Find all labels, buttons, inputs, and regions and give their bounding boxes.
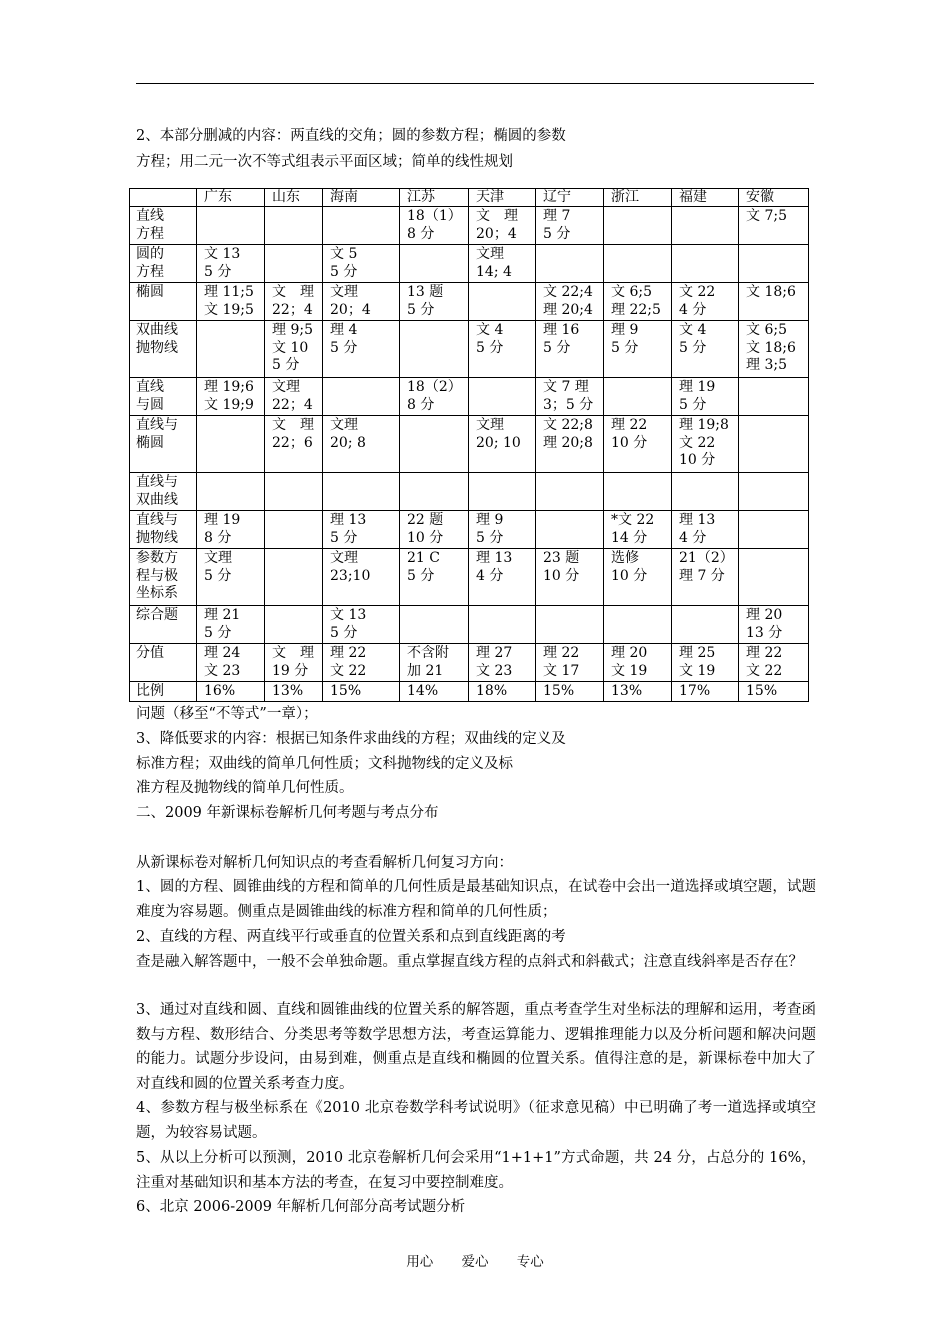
column-header: 江苏 (400, 189, 469, 207)
table-cell: 理 9;5 文 10 5 分 (265, 321, 323, 378)
table-row (130, 378, 809, 416)
table-cell: 15% (536, 682, 604, 702)
table-cell: 理 19;6 文 19;9 (197, 378, 265, 416)
note-line-4: 准方程及抛物线的简单几何性质。 (136, 780, 354, 796)
table-row (130, 416, 809, 473)
table-cell (739, 378, 809, 416)
table-cell: 文理 20; 8 (323, 416, 400, 473)
table-cell: 理 11;5 文 19;5 (197, 283, 265, 321)
table-cell: 文理 22；4 (265, 378, 323, 416)
table-cell (197, 416, 265, 473)
table-cell: 文理 14; 4 (469, 245, 536, 283)
table-cell: 理 16 5 分 (536, 321, 604, 378)
row-header: 参数方 程与极 坐标系 (130, 549, 197, 606)
analysis-point-3: 3、通过对直线和圆、直线和圆锥曲线的位置关系的解答题，重点考查学生对坐标法的理解和运用，考查函数与方程、数形结合、分类思考等数学思想方法，考查运算能力、逻辑推理能力以及分析问题和解决问题的能力。试题分步设问，由易到难，侧重点是直线和椭圆的位置关系。值得注意的是，新课标卷中加大了对直线和圆的位置关系考查力度。 (136, 1002, 816, 1092)
table-cell: 文 22;4 理 20;4 (536, 283, 604, 321)
table-cell (265, 245, 323, 283)
row-header: 综合题 (130, 606, 197, 644)
table-cell: 理 19 8 分 (197, 511, 265, 549)
table-cell (672, 473, 739, 511)
table-cell: 文理 20；4 (323, 283, 400, 321)
row-header: 直线与 椭圆 (130, 416, 197, 473)
column-header: 安徽 (739, 189, 809, 207)
table-cell (469, 283, 536, 321)
table-cell: 13% (265, 682, 323, 702)
column-header: 浙江 (604, 189, 672, 207)
table-cell: 15% (739, 682, 809, 702)
table-header-row (130, 189, 809, 207)
table-cell (400, 606, 469, 644)
table-cell: 文理 20; 10 (469, 416, 536, 473)
table-cell (604, 378, 672, 416)
table-cell: 选修 10 分 (604, 549, 672, 606)
table-cell: 文 7;5 (739, 207, 809, 245)
row-header: 直线 方程 (130, 207, 197, 245)
table-cell (265, 549, 323, 606)
table-cell: 14% (400, 682, 469, 702)
table-cell (672, 245, 739, 283)
table-cell: 理 20 文 19 (604, 644, 672, 682)
table-row (130, 283, 809, 321)
table-cell: 文理 5 分 (197, 549, 265, 606)
row-header: 圆的 方程 (130, 245, 197, 283)
table-cell (400, 245, 469, 283)
table-cell: 13% (604, 682, 672, 702)
table-cell: 23 题 10 分 (536, 549, 604, 606)
table-cell (604, 245, 672, 283)
table-cell (536, 245, 604, 283)
header-rule (136, 83, 814, 84)
row-header: 分值 (130, 644, 197, 682)
row-header: 比例 (130, 682, 197, 702)
column-header: 天津 (469, 189, 536, 207)
row-header: 双曲线 抛物线 (130, 321, 197, 378)
row-header: 直线与 双曲线 (130, 473, 197, 511)
row-header: 椭圆 (130, 283, 197, 321)
table-row (130, 682, 809, 702)
table-cell: 21（2） 理 7 分 (672, 549, 739, 606)
table-cell: 理 22 文 22 (323, 644, 400, 682)
table-cell: 文理 23;10 (323, 549, 400, 606)
table-row (130, 207, 809, 245)
table-row (130, 245, 809, 283)
table-cell: 文 7 理 3；5 分 (536, 378, 604, 416)
table-cell: 文 22 4 分 (672, 283, 739, 321)
column-header: 辽宁 (536, 189, 604, 207)
table-cell (739, 245, 809, 283)
table-cell (265, 511, 323, 549)
intro-line-2: 方程；用二元一次不等式组表示平面区域；简单的线性规划 (136, 154, 513, 170)
table-cell: 文 4 5 分 (672, 321, 739, 378)
table-cell: 13 题 5 分 (400, 283, 469, 321)
table-cell: 文 4 5 分 (469, 321, 536, 378)
note-line-2: 3、降低要求的内容：根据已知条件求曲线的方程；双曲线的定义及 (136, 731, 566, 747)
table-cell: 理 22 文 22 (739, 644, 809, 682)
column-header: 福建 (672, 189, 739, 207)
table-cell: 理 19 5 分 (672, 378, 739, 416)
table-cell (197, 321, 265, 378)
table-cell: 理 9 5 分 (604, 321, 672, 378)
table-cell (469, 606, 536, 644)
analysis-point-2-line-1: 2、直线的方程、两直线平行或垂直的位置关系和点到直线距离的考 (136, 929, 566, 945)
row-header: 直线 与圆 (130, 378, 197, 416)
footer-item: 专心 (516, 1254, 544, 1270)
footer-item: 用心 (406, 1254, 434, 1270)
table-cell: 理 7 5 分 (536, 207, 604, 245)
table-row (130, 606, 809, 644)
table-cell: 18% (469, 682, 536, 702)
table-cell (197, 207, 265, 245)
table-cell: 理 19;8 文 22 10 分 (672, 416, 739, 473)
table-cell: 17% (672, 682, 739, 702)
table-cell (604, 207, 672, 245)
analysis-heading: 从新课标卷对解析几何知识点的考查看解析几何复习方向： (136, 855, 513, 871)
table-cell: 理 24 文 23 (197, 644, 265, 682)
table-cell: 16% (197, 682, 265, 702)
table-cell: 文 理 20；4 (469, 207, 536, 245)
exam-distribution-table (129, 188, 809, 702)
column-header: 山东 (265, 189, 323, 207)
table-cell (197, 473, 265, 511)
table-cell (739, 549, 809, 606)
table-cell: 15% (323, 682, 400, 702)
table-cell (265, 207, 323, 245)
column-header: 广东 (197, 189, 265, 207)
table-row (130, 511, 809, 549)
table-cell: 22 题 10 分 (400, 511, 469, 549)
note-line-1: 问题（移至“不等式”一章）； (136, 706, 318, 722)
table-cell (469, 378, 536, 416)
table-cell: 文 22;8 理 20;8 (536, 416, 604, 473)
table-cell (323, 473, 400, 511)
table-cell: 文 13 5 分 (197, 245, 265, 283)
table-cell: 理 4 5 分 (323, 321, 400, 378)
table-cell: 理 13 4 分 (469, 549, 536, 606)
analysis-point-2-rest: 查是融入解答题中，一般不会单独命题。重点掌握直线方程的点斜式和斜截式；注意直线斜率是否存在？ (136, 954, 803, 970)
table-cell: 理 9 5 分 (469, 511, 536, 549)
table-cell (265, 606, 323, 644)
table-cell (400, 416, 469, 473)
table-cell (536, 511, 604, 549)
table-cell (400, 473, 469, 511)
table-cell: 理 22 文 17 (536, 644, 604, 682)
note-line-3: 标准方程；双曲线的简单几何性质；文科抛物线的定义及标 (136, 756, 513, 772)
corner-cell (130, 189, 197, 207)
table-cell (323, 207, 400, 245)
table-cell: 理 27 文 23 (469, 644, 536, 682)
analysis-point-5: 5、从以上分析可以预测，2010 北京卷解析几何会采用“1+1+1”方式命题，共 24 分，占总分的 16%，注重对基础知识和基本方法的考查，在复习中要控制难度。 (136, 1150, 816, 1191)
intro-line-1: 2、本部分删减的内容：两直线的交角；圆的参数方程；椭圆的参数 (136, 128, 566, 144)
section-heading: 二、2009 年新课标卷解析几何考题与考点分布 (136, 805, 439, 821)
table-cell: 理 25 文 19 (672, 644, 739, 682)
table-cell: 文 理 19 分 (265, 644, 323, 682)
table-cell (536, 473, 604, 511)
table-cell: 文 6;5 理 22;5 (604, 283, 672, 321)
table-row (130, 644, 809, 682)
table-cell: 理 13 5 分 (323, 511, 400, 549)
footer-item: 爱心 (461, 1254, 489, 1270)
column-header: 海南 (323, 189, 400, 207)
page-footer (0, 1250, 950, 1270)
table-cell (604, 473, 672, 511)
table-cell: 不含附 加 21 (400, 644, 469, 682)
table-cell: 18（2） 8 分 (400, 378, 469, 416)
table-cell: 理 21 5 分 (197, 606, 265, 644)
table-cell (536, 606, 604, 644)
table-cell: *文 22 14 分 (604, 511, 672, 549)
table-row (130, 549, 809, 606)
table-cell: 文 6;5 文 18;6 理 3;5 (739, 321, 809, 378)
table-cell: 18（1） 8 分 (400, 207, 469, 245)
table-cell: 文 5 5 分 (323, 245, 400, 283)
table-cell: 理 20 13 分 (739, 606, 809, 644)
table-row (130, 473, 809, 511)
table-cell (672, 207, 739, 245)
table-cell: 21 C 5 分 (400, 549, 469, 606)
table-cell: 文 13 5 分 (323, 606, 400, 644)
table-cell: 文 理 22；6 (265, 416, 323, 473)
table-cell (739, 473, 809, 511)
table-cell: 文 理 22；4 (265, 283, 323, 321)
table-cell: 理 22 10 分 (604, 416, 672, 473)
table-cell (604, 606, 672, 644)
row-header: 直线与 抛物线 (130, 511, 197, 549)
table-cell (739, 511, 809, 549)
table-row (130, 321, 809, 378)
analysis-point-1: 1、圆的方程、圆锥曲线的方程和简单的几何性质是最基础知识点，在试卷中会出一道选择或填空题，试题难度为容易题。侧重点是圆锥曲线的标准方程和简单的几何性质； (136, 879, 816, 920)
table-cell (323, 378, 400, 416)
table-cell: 文 18;6 (739, 283, 809, 321)
analysis-point-6: 6、北京 2006-2009 年解析几何部分高考试题分析 (136, 1199, 466, 1215)
table-cell (469, 473, 536, 511)
analysis-point-4: 4、参数方程与极坐标系在《2010 北京卷数学科考试说明》（征求意见稿）中已明确了考一道选择或填空题，为较容易试题。 (136, 1100, 816, 1141)
table-cell (672, 606, 739, 644)
table-cell (739, 416, 809, 473)
table-cell (400, 321, 469, 378)
table-cell (265, 473, 323, 511)
table-cell: 理 13 4 分 (672, 511, 739, 549)
